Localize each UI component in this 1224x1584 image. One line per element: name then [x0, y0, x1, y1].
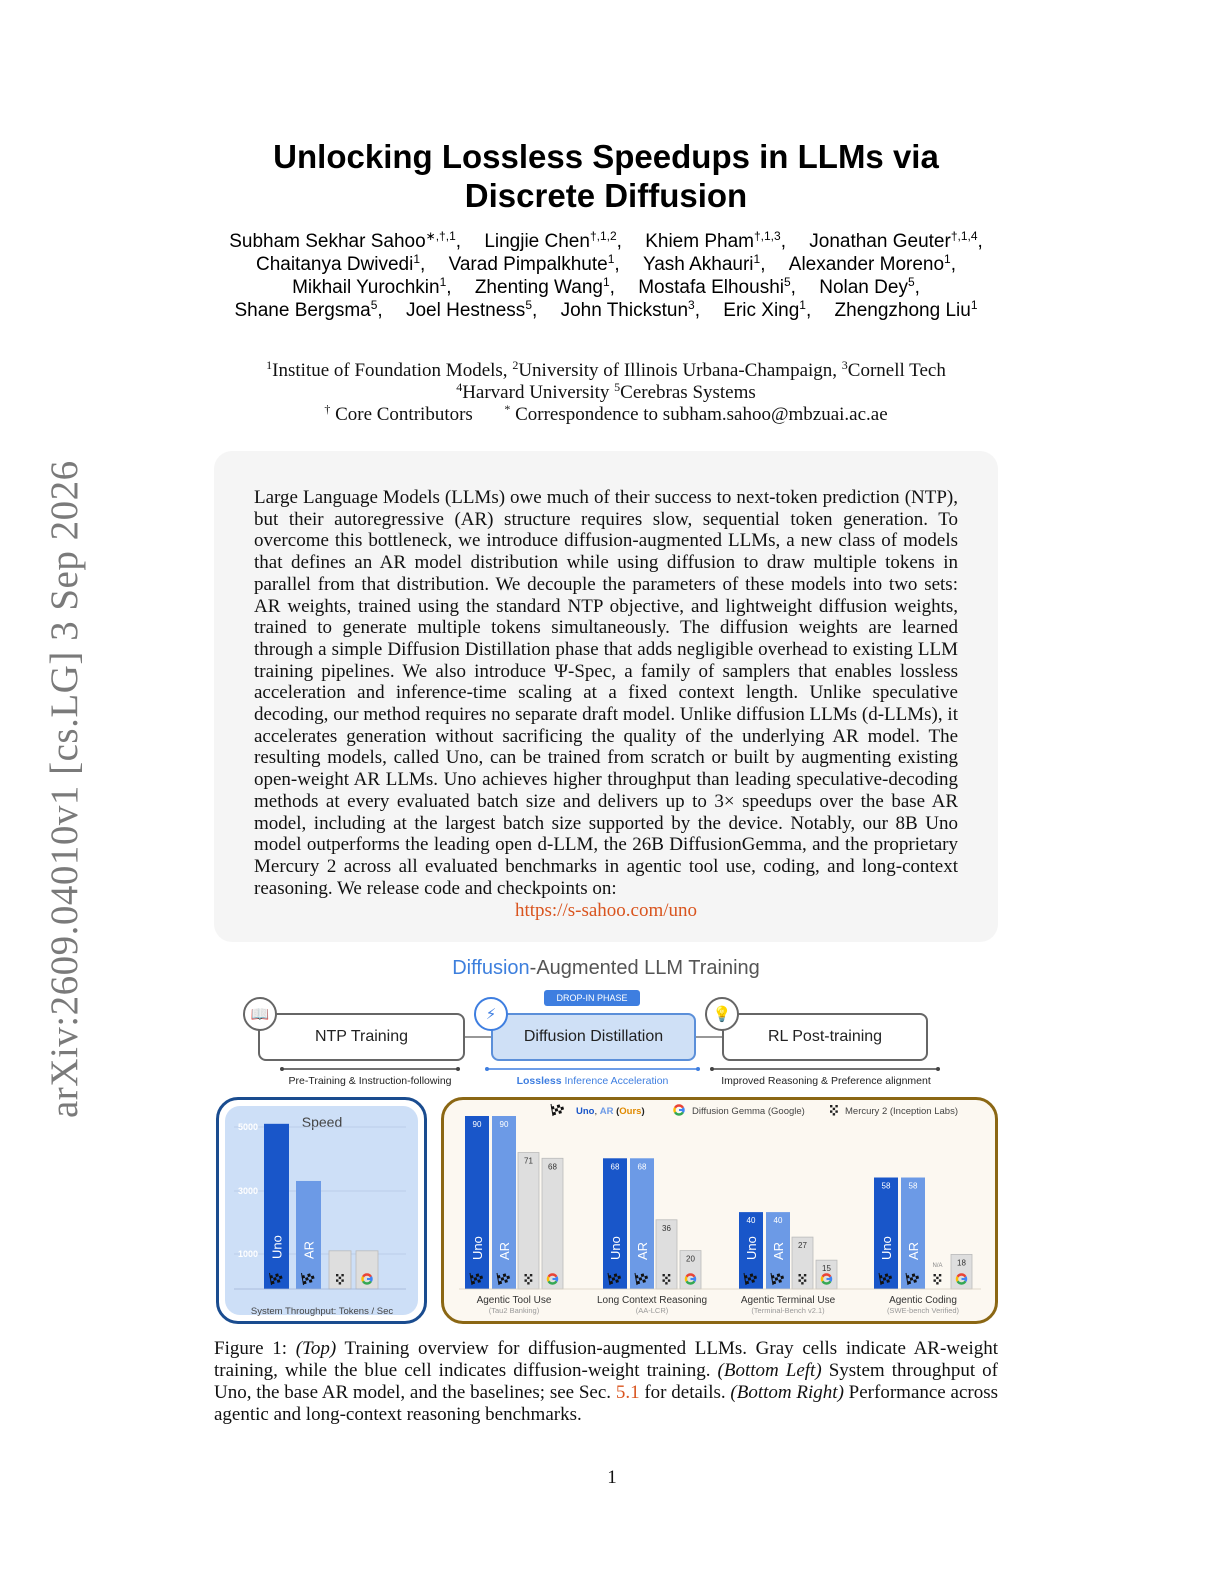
- benchmark-bar-label: AR: [906, 1241, 921, 1260]
- mercury-square: [336, 1274, 338, 1276]
- mercury-square: [665, 1277, 667, 1279]
- benchmark-subtitle: (SWE-bench Verified): [886, 1306, 960, 1315]
- speed-chart-title: Speed: [301, 1114, 343, 1130]
- code-link[interactable]: https://s-sahoo.com/uno: [514, 900, 698, 921]
- speed-bar: [264, 1124, 289, 1289]
- lightning-icon: ⚡: [474, 997, 508, 1031]
- benchmark-value-label: 40: [773, 1216, 783, 1226]
- stage-caption-rl: Improved Reasoning & Preference alignment: [721, 1075, 931, 1087]
- mercury-square: [341, 1279, 343, 1281]
- benchmark-name: Agentic Tool Use: [476, 1295, 552, 1306]
- mercury-square: [530, 1279, 532, 1281]
- author-name: Joel Hestness$^5$,: [405, 298, 538, 321]
- mercury-logo-icon: [830, 1105, 838, 1116]
- mercury-square: [339, 1282, 341, 1284]
- benchmark-bar-label: AR: [635, 1241, 650, 1260]
- benchmark-bar-label: Uno: [744, 1236, 759, 1260]
- author-name: Khiem Pham$^{\dagger,1,3}$,: [645, 229, 786, 252]
- benchmark-value-label: 68: [548, 1162, 557, 1172]
- google-arc: [686, 1277, 687, 1282]
- section-ref-link[interactable]: 5.1: [615, 1382, 640, 1403]
- lossless-highlight: Lossless: [516, 1075, 562, 1087]
- legend-part: ,: [594, 1106, 600, 1117]
- benchmark-value-label: 71: [524, 1156, 533, 1166]
- google-arc: [675, 1112, 683, 1114]
- affiliation-name: Cornell Tech: [847, 360, 946, 381]
- google-arc: [822, 1277, 823, 1282]
- benchmark-value-label: 90: [499, 1120, 509, 1129]
- benchmark-name: Agentic Terminal Use: [740, 1295, 836, 1306]
- mercury-square: [939, 1279, 941, 1281]
- mercury-square: [936, 1277, 938, 1279]
- drop-in-phase-badge: DROP-IN PHASE: [544, 990, 640, 1006]
- mercury-square: [663, 1279, 665, 1281]
- mercury-square: [668, 1274, 670, 1276]
- author-name: Alexander Moreno$^1$,: [788, 252, 957, 275]
- legend-google: Diffusion Gemma (Google): [692, 1106, 805, 1117]
- mercury-square: [934, 1279, 936, 1281]
- benchmark-bar: [630, 1158, 654, 1289]
- author-name: Varad Pimpalkhute$^1$,: [448, 252, 620, 275]
- mercury-square: [801, 1277, 803, 1279]
- speed-xlabel: System Throughput: Tokens / Sec: [250, 1306, 394, 1317]
- mercury-square: [801, 1282, 803, 1284]
- benchmark-value-label: 58: [908, 1181, 918, 1191]
- author-name: Nolan Dey$^5$,: [819, 275, 920, 298]
- mercury-square: [530, 1274, 532, 1276]
- benchmark-bar-label: Uno: [608, 1236, 623, 1260]
- speed-tick-label: 3000: [237, 1186, 258, 1196]
- stage-caption-distillation: Lossless Inference Acceleration: [516, 1075, 669, 1087]
- affiliation-name: University of Illinois Urbana-Champaign,: [518, 360, 842, 381]
- google-arc: [675, 1108, 676, 1113]
- benchmark-bar: [874, 1178, 898, 1289]
- google-arc: [548, 1277, 549, 1282]
- mercury-square: [663, 1274, 665, 1276]
- legend-flag-icon: [551, 1104, 564, 1116]
- stage-rl-post-training: RL Post-training: [722, 1013, 928, 1061]
- mercury-square: [833, 1108, 835, 1110]
- mercury-square: [835, 1105, 837, 1107]
- benchmark-value-label: 90: [472, 1120, 482, 1129]
- benchmark-bar-label: AR: [771, 1241, 786, 1260]
- speed-bar: [296, 1181, 321, 1289]
- mercury-square: [939, 1274, 941, 1276]
- benchmark-value-label: 36: [662, 1223, 671, 1233]
- author-name: Jonathan Geuter$^{\dagger,1,4}$,: [809, 229, 983, 252]
- benchmark-value-label: 18: [957, 1258, 966, 1268]
- mercury-square: [934, 1274, 936, 1276]
- affiliations: [214, 360, 998, 426]
- abstract-text: Large Language Models (LLMs) owe much of their success to next-token prediction (NTP), but their autoregressive (AR) structure requires slow, sequential token generation. To overcome this bottleneck, we introduce diffusion-augmented LLMs, a new class of models that defines an AR model distribution while using diffusion to draw multiple tokens in parallel from that distribution. We decouple the parameters of these models into two sets: AR weights, trained using the standard NTP objective, and lightweight diffusion weights, trained to generate multiple tokens simultaneously. The diffusion weights are learned through a simple Diffusion Distillation phase that adds negligible overhead to existing LLM training pipelines. We also introduce Ψ-Spec, a family of samplers that enables lossless acceleration and inference-time scaling at a fixed context length. Unlike speculative decoding, our method requires no separate draft model. Unlike diffusion LLMs (d-LLMs), it accelerates generation without sacrificing the quality of the underlying AR model. The resulting models, called Uno, can be trained from scratch or built by augmenting existing open-weight AR LLMs. Uno achieves higher throughput than leading speculative-decoding methods at every evaluated batch size and delivers up to 3× speedups over the base AR model, including at the largest batch size supported by the device. Notably, our 8B Uno model outperforms the leading open d-LLM, the 26B DiffusionGemma, and the proprietary Mercury 2 across all evaluated benchmarks in agentic tool use, coding, and long-context reasoning. We release code and checkpoints on:: [254, 487, 958, 899]
- google-arc: [675, 1106, 683, 1108]
- figure-title-highlight: Diffusion: [452, 957, 530, 979]
- mercury-square: [804, 1274, 806, 1276]
- stage-diffusion-distillation: Diffusion Distillation: [491, 1013, 696, 1061]
- flag-square: [557, 1104, 561, 1108]
- benchmark-name: Long Context Reasoning: [596, 1295, 708, 1306]
- mercury-square: [341, 1274, 343, 1276]
- author-name: Lingjie Chen$^{\dagger,1,2}$,: [484, 229, 622, 252]
- google-arc: [957, 1277, 958, 1282]
- benchmark-bar: [603, 1158, 627, 1289]
- benchmark-bar: [518, 1153, 539, 1289]
- speed-bar-label: Uno: [269, 1235, 285, 1259]
- legend-part: ): [641, 1106, 645, 1117]
- mercury-square: [830, 1110, 832, 1112]
- mercury-square: [336, 1279, 338, 1281]
- author-name: Mikhail Yurochkin$^1$,: [292, 275, 452, 298]
- mercury-square: [525, 1274, 527, 1276]
- book-icon: 📖: [243, 997, 277, 1031]
- mercury-square: [527, 1277, 529, 1279]
- mercury-square: [799, 1274, 801, 1276]
- mercury-square: [833, 1113, 835, 1115]
- page-number: 1: [607, 1467, 617, 1488]
- author-name: Subham Sekhar Sahoo$^{∗,\dagger,1}$,: [229, 229, 462, 252]
- author-name: Mostafa Elhoushi$^5$,: [638, 275, 796, 298]
- lightbulb-icon: 💡: [705, 997, 739, 1031]
- google-logo-icon: [675, 1106, 685, 1115]
- benchmark-value-label: 40: [746, 1216, 756, 1226]
- author-list: [210, 230, 1002, 322]
- author-name: John Thickstun$^3$,: [560, 298, 700, 321]
- flag-square: [555, 1108, 559, 1112]
- benchmark-bar-label: Uno: [879, 1236, 894, 1260]
- legend-part: (: [613, 1106, 620, 1117]
- legend-part: Uno: [576, 1106, 595, 1117]
- benchmark-value-label: 68: [610, 1162, 620, 1172]
- affiliation-name: Cerebras Systems: [620, 382, 756, 403]
- legend-mercury: Mercury 2 (Inception Labs): [845, 1106, 958, 1117]
- benchmark-bar: [901, 1178, 925, 1289]
- speed-chart: [216, 1097, 427, 1324]
- mercury-square: [527, 1282, 529, 1284]
- flag-square: [558, 1110, 562, 1114]
- affiliation-name: Harvard University: [462, 382, 615, 403]
- author-name: Zhenting Wang$^1$,: [474, 275, 615, 298]
- legend-part: AR: [599, 1106, 614, 1117]
- google-arc: [363, 1277, 364, 1282]
- speed-tick-label: 5000: [237, 1122, 258, 1132]
- mercury-square: [525, 1279, 527, 1281]
- affiliation-line-1: $^1$Institue of Foundation Models, $^2$University of Illinois Urbana-Champaign, $^3$Cornell Tech: [266, 358, 946, 381]
- benchmark-subtitle: (Tau2 Banking): [488, 1306, 540, 1315]
- benchmark-value-label: 20: [686, 1254, 695, 1264]
- speed-tick-label: 1000: [237, 1249, 258, 1259]
- benchmark-bar: [465, 1116, 489, 1289]
- benchmark-name: Agentic Coding: [889, 1295, 957, 1306]
- benchmark-chart: [441, 1097, 998, 1324]
- stage-caption-ntp: Pre-Training & Instruction-following: [288, 1075, 452, 1087]
- author-name: Eric Xing$^1$,: [723, 298, 812, 321]
- contributor-notes: † Core Contributors * Correspondence to subham.sahoo@mbzuai.ac.ae: [324, 402, 888, 425]
- stage-ntp-training: NTP Training: [258, 1013, 465, 1061]
- mercury-square: [835, 1110, 837, 1112]
- mercury-square: [339, 1277, 341, 1279]
- benchmark-value-label: 68: [637, 1162, 647, 1172]
- benchmark-subtitle: (Terminal-Bench v2.1): [751, 1306, 825, 1315]
- benchmark-value-label: 27: [798, 1241, 807, 1251]
- legend-part: Ours: [619, 1106, 642, 1117]
- affiliation-name: Institue of Foundation Models,: [272, 360, 513, 381]
- affiliation-line-2: $^4$Harvard University $^5$Cerebras Systems: [456, 380, 756, 403]
- benchmark-bar: [542, 1158, 563, 1289]
- mercury-square: [799, 1279, 801, 1281]
- author-name: Chaitanya Dwivedi$^1$,: [255, 252, 426, 275]
- core-contributors-note: Core Contributors: [335, 404, 473, 425]
- author-name: Shane Bergsma$^5$,: [234, 298, 383, 321]
- paper-title: Unlocking Lossless Speedups in LLMs via Discrete Diffusion: [273, 138, 939, 214]
- benchmark-bar-label: Uno: [470, 1236, 485, 1260]
- flag-square: [560, 1107, 564, 1111]
- mercury-square: [830, 1105, 832, 1107]
- mercury-square: [665, 1282, 667, 1284]
- mercury-square: [804, 1279, 806, 1281]
- arxiv-identifier: arXiv:2609.04010v1 [cs.LG] 3 Sep 2026: [43, 460, 86, 1118]
- flag-pole: [551, 1104, 553, 1116]
- figure-title: [214, 957, 998, 980]
- speed-bar-label: AR: [301, 1240, 317, 1259]
- author-name: Zhengzhong Liu$^1$: [834, 298, 978, 321]
- benchmark-bar: [492, 1116, 516, 1289]
- legend-ours: [576, 1106, 645, 1117]
- benchmark-value-label: 58: [881, 1181, 891, 1191]
- benchmark-value-label: N/A: [932, 1263, 943, 1269]
- correspondence-note: Correspondence to subham.sahoo@mbzuai.ac.ae: [515, 404, 888, 425]
- figure-title-rest: -Augmented LLM Training: [529, 957, 760, 979]
- benchmark-subtitle: (AA-LCR): [635, 1306, 669, 1315]
- benchmark-value-label: 15: [822, 1264, 831, 1274]
- figure-caption: Figure 1: (Top) Training overview for diffusion-augmented LLMs. Gray cells indicate AR-weight training, while the blue cell indicates diffusion-weight training. (Bottom Left) System throughput of Uno, the base AR model, and the baselines; see Sec. 5.1 for details. (Bottom Right) Performance across agentic and long-context reasoning benchmarks.: [214, 1338, 999, 1425]
- author-name: Yash Akhauri$^1$,: [642, 252, 766, 275]
- mercury-logo-icon: [934, 1274, 942, 1285]
- mercury-square: [936, 1282, 938, 1284]
- mercury-square: [668, 1279, 670, 1281]
- benchmark-bar-label: AR: [497, 1241, 512, 1260]
